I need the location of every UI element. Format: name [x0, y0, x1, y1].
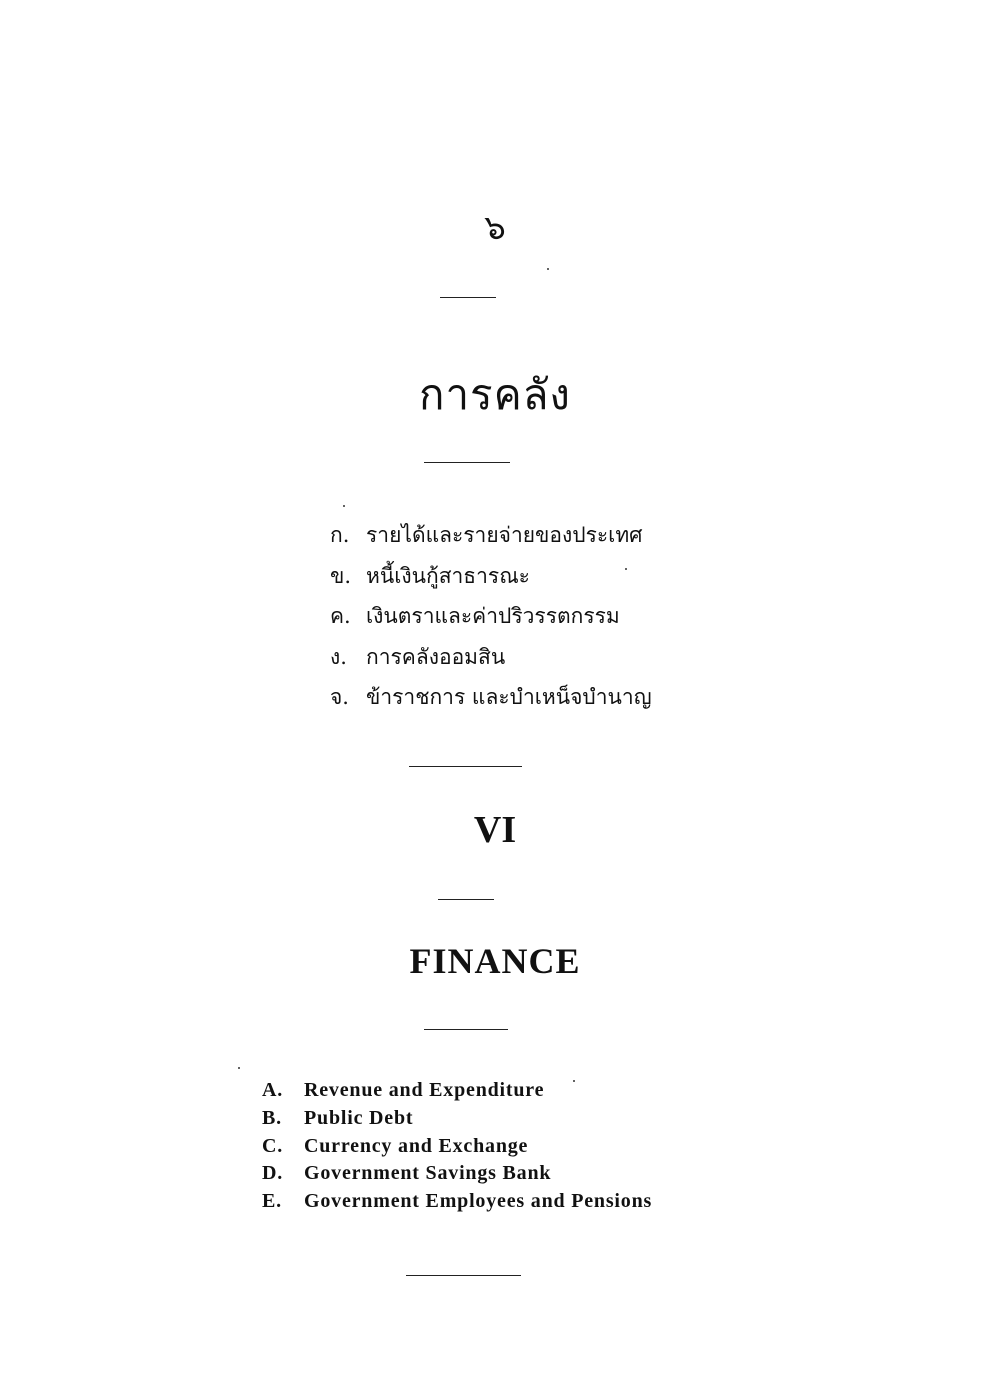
list-item	[262, 1160, 652, 1188]
item-text: Public Debt	[304, 1106, 414, 1129]
print-speck	[238, 1067, 240, 1069]
list-item	[330, 596, 652, 637]
item-text: รายได้และรายจ่ายของประเทศ	[366, 523, 643, 547]
item-text: การคลังออมสิน	[366, 644, 506, 669]
list-item	[330, 515, 652, 556]
item-label: C.	[262, 1134, 284, 1157]
title-thai: การคลัง	[419, 370, 571, 419]
item-text: Currency and Exchange	[304, 1134, 529, 1157]
section-number-roman: VI	[473, 809, 517, 851]
divider	[406, 1275, 521, 1276]
print-speck	[625, 568, 627, 570]
title-english: FINANCE	[409, 941, 581, 981]
item-text: Government Savings Bank	[304, 1162, 552, 1185]
divider	[424, 462, 510, 463]
item-label: ก.	[330, 523, 350, 547]
item-label: จ.	[330, 685, 349, 709]
list-item	[262, 1105, 652, 1133]
english-contents-list	[262, 1077, 652, 1216]
list-item	[330, 677, 652, 718]
thai-contents-list	[330, 515, 652, 718]
item-label: D.	[262, 1162, 284, 1185]
divider	[438, 899, 494, 900]
item-text: Revenue and Expenditure	[304, 1079, 545, 1101]
item-label: ง.	[330, 644, 347, 669]
print-speck	[547, 268, 549, 270]
divider	[409, 766, 522, 767]
list-item	[262, 1077, 652, 1105]
item-label: ข.	[330, 563, 352, 588]
list-item	[262, 1188, 652, 1216]
item-label: A.	[262, 1079, 284, 1101]
print-speck	[343, 505, 345, 507]
item-label: ค.	[330, 604, 351, 628]
item-label: B.	[262, 1106, 282, 1129]
item-text: เงินตราและค่าปริวรรตกรรม	[366, 604, 620, 628]
divider	[440, 297, 496, 298]
section-number-thai: ๖	[484, 208, 506, 248]
item-text: ข้าราชการ และบำเหน็จบำนาญ	[366, 685, 652, 709]
item-text: Government Employees and Pensions	[304, 1190, 653, 1213]
item-label: E.	[262, 1190, 282, 1213]
divider	[424, 1029, 508, 1030]
item-text: หนี้เงินกู้สาธารณะ	[366, 563, 530, 588]
list-item	[262, 1133, 652, 1161]
list-item	[330, 637, 652, 678]
print-speck	[573, 1080, 575, 1082]
list-item	[330, 556, 652, 597]
